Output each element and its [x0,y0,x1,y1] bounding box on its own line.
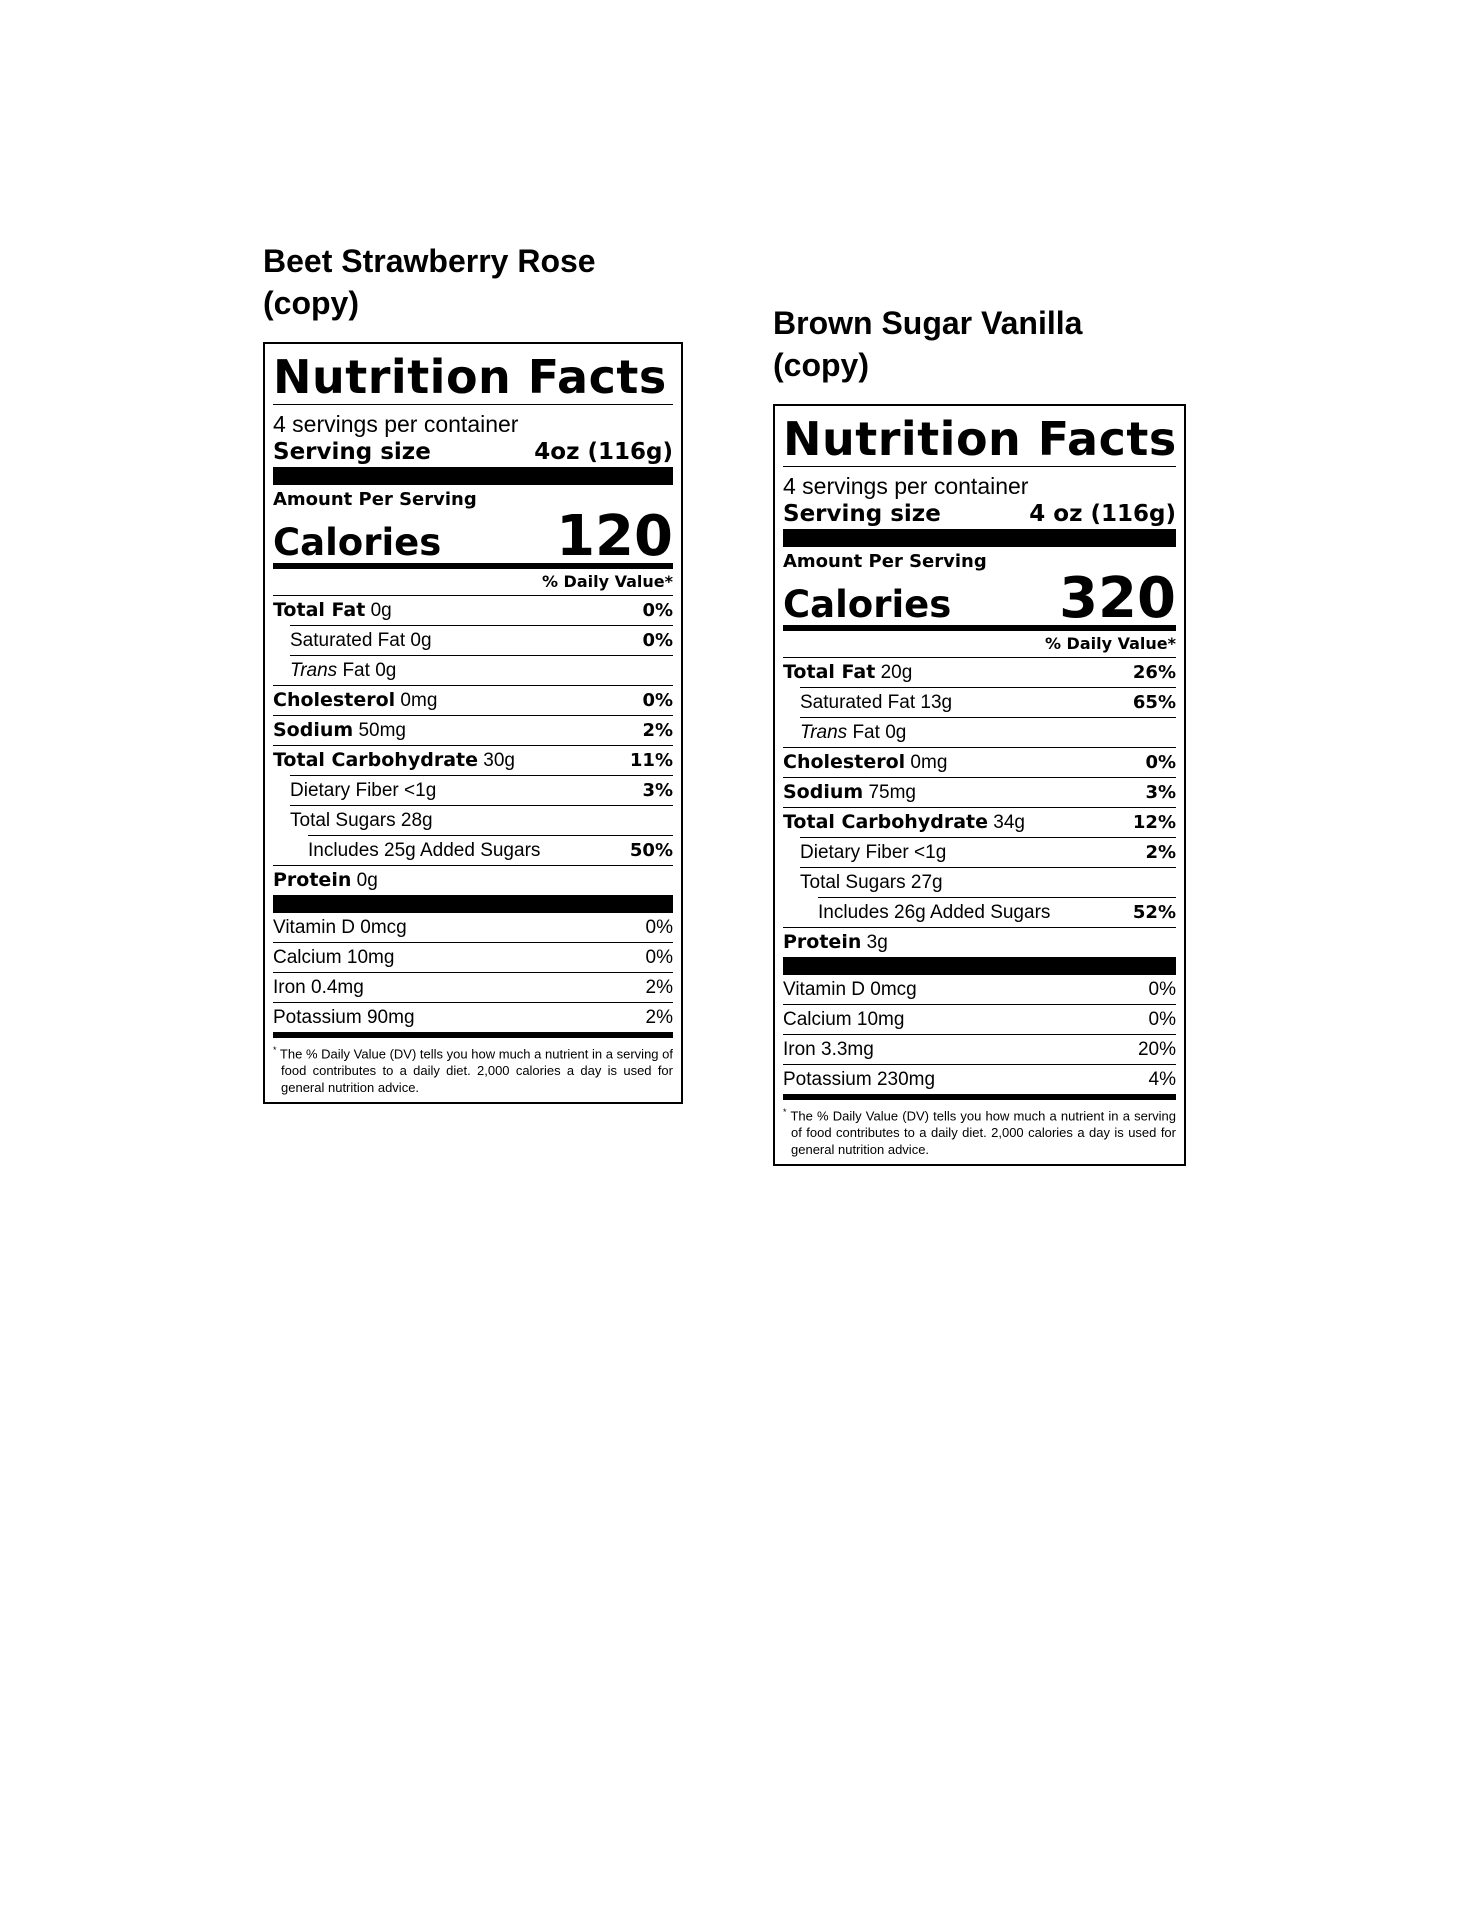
vitamin-name: Vitamin D 0mcg [783,979,917,1000]
vitamin-dv: 0% [645,947,673,968]
nutrient-name: Total Carbohydrate [783,811,988,833]
nutrient-amount: 20g [880,662,913,683]
nutrient-name: Total Carbohydrate [273,749,478,771]
calories-row [273,504,673,569]
product-title-line1: Beet Strawberry Rose [263,243,596,279]
vitamins-section [273,913,673,1032]
nutrient-row-total-fat [273,595,673,625]
vitamin-name: Calcium 10mg [783,1009,905,1030]
vitamin-name: Calcium 10mg [273,947,395,968]
nutrition-facts-heading: Nutrition Facts [273,350,667,404]
nutrient-name: Protein [783,931,862,953]
nutrient-dv: 52% [1132,902,1176,923]
vitamin-name: Vitamin D 0mcg [273,917,407,938]
nutrient-dv: 12% [1132,812,1176,833]
vitamin-row [273,1002,673,1032]
serving-size-label: Serving size [273,439,431,465]
nutrient-row-protein [783,927,1176,957]
nutrient-name: Saturated Fat [290,630,406,651]
footnote-text: The % Daily Value (DV) tells you how much a nutrient in a serving of food contributes to a daily diet. 2,000 calories a day is used for general nutrition advice. [790,1108,1176,1158]
nutrient-amount: 13g [920,692,953,713]
nutrient-name: Includes 25g Added Sugars [308,840,541,861]
nutrient-row-trans-fat [800,717,1176,747]
vitamin-row [273,942,673,972]
nutrient-name: Total Sugars [800,872,906,893]
nutrient-name: Total Fat [783,661,876,683]
nutrient-name: Sodium [273,719,354,741]
nutrient-amount: 50mg [358,720,406,741]
nutrient-amount: 3g [866,932,888,953]
nutrient-dv: 0% [642,630,673,651]
nutrient-amount: 28g [400,810,433,831]
nutrient-dv: 2% [642,720,673,741]
nutrient-name: Total Sugars [290,810,396,831]
nutrient-dv: 0% [642,600,673,621]
nutrient-amount: 0mg [400,690,438,711]
nutrient-row-cholesterol [783,747,1176,777]
nutrient-amount: 0g [370,600,392,621]
nutrient-name: Sodium [783,781,864,803]
nutrient-row-protein [273,865,673,895]
nutrient-amount: 30g [483,750,515,771]
vitamin-name: Iron 3.3mg [783,1039,874,1060]
nutrient-dv: 0% [1145,752,1176,773]
nutrient-row-total-fat [783,657,1176,687]
nutrient-amount: 0g [885,722,907,743]
calories-label: Calories [273,521,442,564]
serving-size-row [783,499,1176,529]
serving-size-row [273,437,673,467]
nutrition-facts-heading: Nutrition Facts [783,412,1177,466]
vitamin-dv: 20% [1137,1039,1176,1060]
nutrient-dv: 0% [642,690,673,711]
nutrient-dv: 65% [1132,692,1176,713]
nutrient-name: Dietary Fiber [800,842,909,863]
nutrient-amount: 0g [356,870,378,891]
nutrient-dv: 50% [629,840,673,861]
nutrient-dv: 3% [1145,782,1176,803]
nutrient-name-rest: Fat [852,722,880,743]
daily-value-header: % Daily Value* [541,572,673,591]
servings-per-container: 4 servings per container [273,411,519,437]
nutrient-dv: 3% [642,780,673,801]
product-beet-strawberry-rose [263,240,683,1104]
vitamin-name: Potassium 230mg [783,1069,936,1090]
nutrient-row-cholesterol [273,685,673,715]
nutrient-row-saturated-fat [290,625,673,655]
servings-per-container: 4 servings per container [783,473,1029,499]
vitamins-section [783,975,1176,1094]
nutrition-label [773,404,1186,1166]
nutrient-row-added-sugars [308,835,673,865]
daily-value-header: % Daily Value* [1044,634,1176,653]
nutrient-row-sodium [783,777,1176,807]
nutrient-row-total-sugars [800,867,1176,897]
product-title [263,240,683,324]
vitamin-dv: 0% [1148,1009,1176,1030]
vitamin-dv: 2% [645,977,673,998]
nutrient-name-rest: Fat [342,660,370,681]
nutrient-name: Cholesterol [273,689,396,711]
nutrient-amount: 0mg [910,752,948,773]
vitamin-dv: 4% [1148,1069,1176,1090]
vitamin-row [783,1004,1176,1034]
nutrient-amount: 0g [375,660,397,681]
nutrient-name-italic: Trans [290,660,338,681]
vitamin-dv: 0% [1148,979,1176,1000]
footnote-text: The % Daily Value (DV) tells you how much a nutrient in a serving of food contributes to a daily diet. 2,000 calories a day is used for general nutrition advice. [279,1046,673,1096]
nutrition-label [263,342,683,1104]
nutrient-dv: 11% [629,750,673,771]
calories-value: 120 [556,504,673,569]
product-title-line2: (copy) [263,285,359,321]
vitamin-name: Potassium 90mg [273,1007,415,1028]
serving-size-value: 4oz (116g) [534,439,673,465]
calories-value: 320 [1059,566,1176,631]
nutrient-name: Protein [273,869,352,891]
nutrient-dv: 26% [1132,662,1176,683]
nutrient-row-sodium [273,715,673,745]
nutrient-name: Includes 26g Added Sugars [818,902,1051,923]
calories-label: Calories [783,583,952,626]
vitamin-row [273,972,673,1002]
vitamin-dv: 0% [645,917,673,938]
nutrient-row-added-sugars [818,897,1176,927]
nutrient-name-italic: Trans [800,722,848,743]
calories-row [783,566,1176,631]
vitamin-row [783,1034,1176,1064]
nutrient-amount: 27g [910,872,943,893]
nutrient-amount: 75mg [868,782,916,803]
footnote: * The % Daily Value (DV) tells you how much a nutrient in a serving of food contributes to a daily diet. 2,000 calories a day is used for general nutrition advice. [783,1107,1176,1158]
serving-size-value: 4 oz (116g) [1029,501,1176,527]
vitamin-row [273,913,673,942]
vitamin-row [783,1064,1176,1094]
product-brown-sugar-vanilla [773,302,1186,1166]
nutrient-row-total-carbohydrate [783,807,1176,837]
vitamin-row [783,975,1176,1004]
vitamin-dv: 2% [645,1007,673,1028]
amount-per-serving: Amount Per Serving [783,551,987,572]
nutrient-row-dietary-fiber [290,775,673,805]
footnote: * The % Daily Value (DV) tells you how much a nutrient in a serving of food contributes to a daily diet. 2,000 calories a day is used for general nutrition advice. [273,1045,673,1096]
nutrient-amount: <1g [404,780,437,801]
nutrient-row-saturated-fat [800,687,1176,717]
product-title [773,302,1186,386]
nutrient-amount: 0g [410,630,432,651]
product-title-line1: Brown Sugar Vanilla (copy) [773,305,1083,383]
nutrient-name: Saturated Fat [800,692,916,713]
nutrient-row-trans-fat [290,655,673,685]
serving-size-label: Serving size [783,501,941,527]
amount-per-serving: Amount Per Serving [273,489,477,510]
vitamin-name: Iron 0.4mg [273,977,364,998]
nutrient-amount: <1g [914,842,947,863]
nutrient-amount: 34g [993,812,1025,833]
nutrient-row-total-carbohydrate [273,745,673,775]
nutrient-name: Dietary Fiber [290,780,399,801]
nutrient-name: Total Fat [273,599,366,621]
nutrient-row-total-sugars [290,805,673,835]
nutrient-name: Cholesterol [783,751,906,773]
nutrient-dv: 2% [1145,842,1176,863]
nutrient-row-dietary-fiber [800,837,1176,867]
